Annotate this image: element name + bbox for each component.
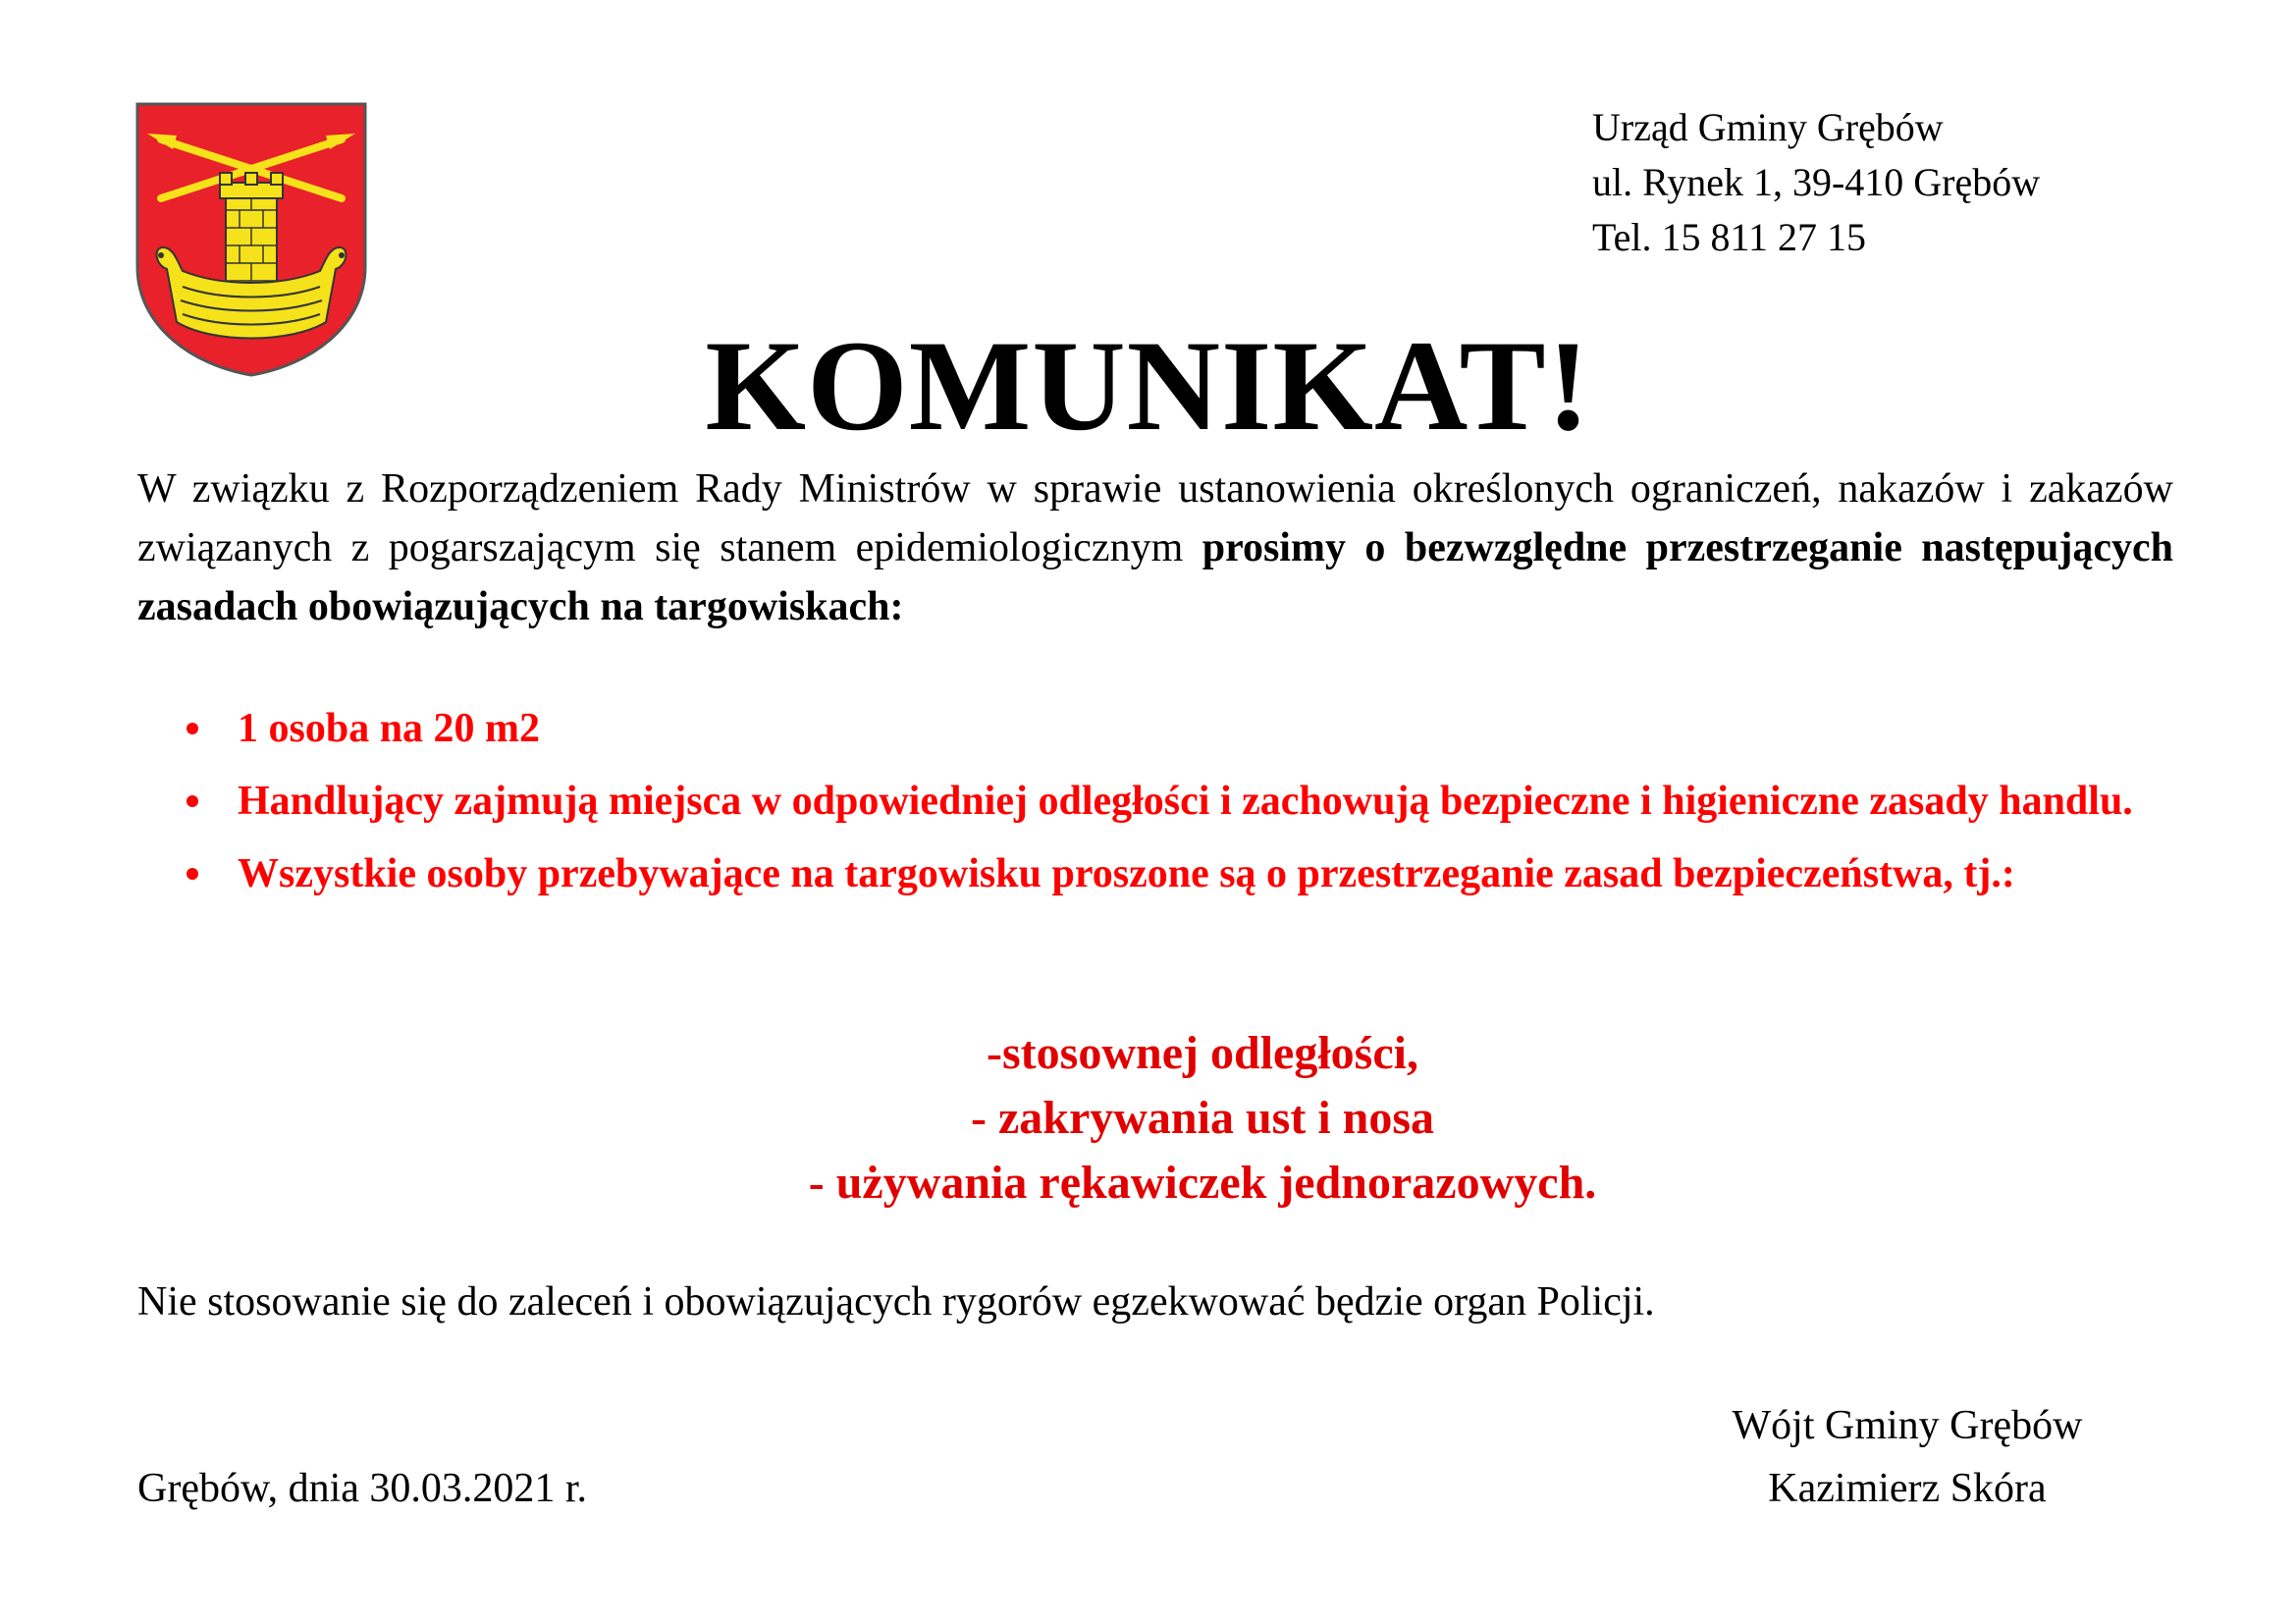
rule-text: Handlujący zajmują miejsca w odpowiedniej odległości i zachowują bezpieczne i higieniczne zasady handlu. <box>238 779 2133 824</box>
rules-list <box>137 699 2173 917</box>
intro-text: W związku z Rozporządzeniem Rady Ministrów w sprawie ustanowienia określonych ograniczeń, nakazów i zakazów związanych z pogarszającym się stanem epidemiologicznym <box>137 466 2173 570</box>
bullet-icon <box>187 795 198 807</box>
rule-item <box>137 699 2173 758</box>
measure-item: - zakrywania ust i nosa <box>970 1092 1435 1144</box>
office-name: Urząd Gminy Grębów <box>1592 105 1944 149</box>
office-street: ul. Rynek 1, 39-410 Grębów <box>1592 160 2041 204</box>
measure-item: - używania rękawiczek jednorazowych. <box>808 1157 1597 1209</box>
place-date: Grębów, dnia 30.03.2021 r. <box>137 1466 588 1511</box>
page-title: KOMUNIKAT! <box>705 313 1591 458</box>
signature-role: Wójt Gminy Grębów <box>1732 1403 2083 1448</box>
rule-text: 1 osoba na 20 m2 <box>238 706 541 751</box>
safety-measures <box>0 1021 2296 1216</box>
rule-text: Wszystkie osoby przebywające na targowisku proszone są o przestrzeganie zasad bezpieczeństwa, tj.: <box>238 851 2015 896</box>
rule-item <box>137 772 2173 831</box>
measure-item: -stosownej odległości, <box>987 1027 1418 1079</box>
bullet-icon <box>187 868 198 880</box>
intro-bold-text: prosimy o bezwzględne przestrzeganie następujących zasadach obowiązujących na targowiskach: <box>137 525 2173 629</box>
bullet-icon <box>187 723 198 734</box>
signature-block <box>1629 1394 2185 1520</box>
office-phone: Tel. 15 811 27 15 <box>1592 215 1867 259</box>
signature-name: Kazimierz Skóra <box>1768 1466 2047 1511</box>
police-warning: Nie stosowanie się do zaleceń i obowiązujących rygorów egzekwować będzie organ Policji. <box>137 1279 1655 1325</box>
office-address <box>1592 100 2040 265</box>
rule-item <box>137 844 2173 903</box>
intro-paragraph <box>137 460 2173 636</box>
